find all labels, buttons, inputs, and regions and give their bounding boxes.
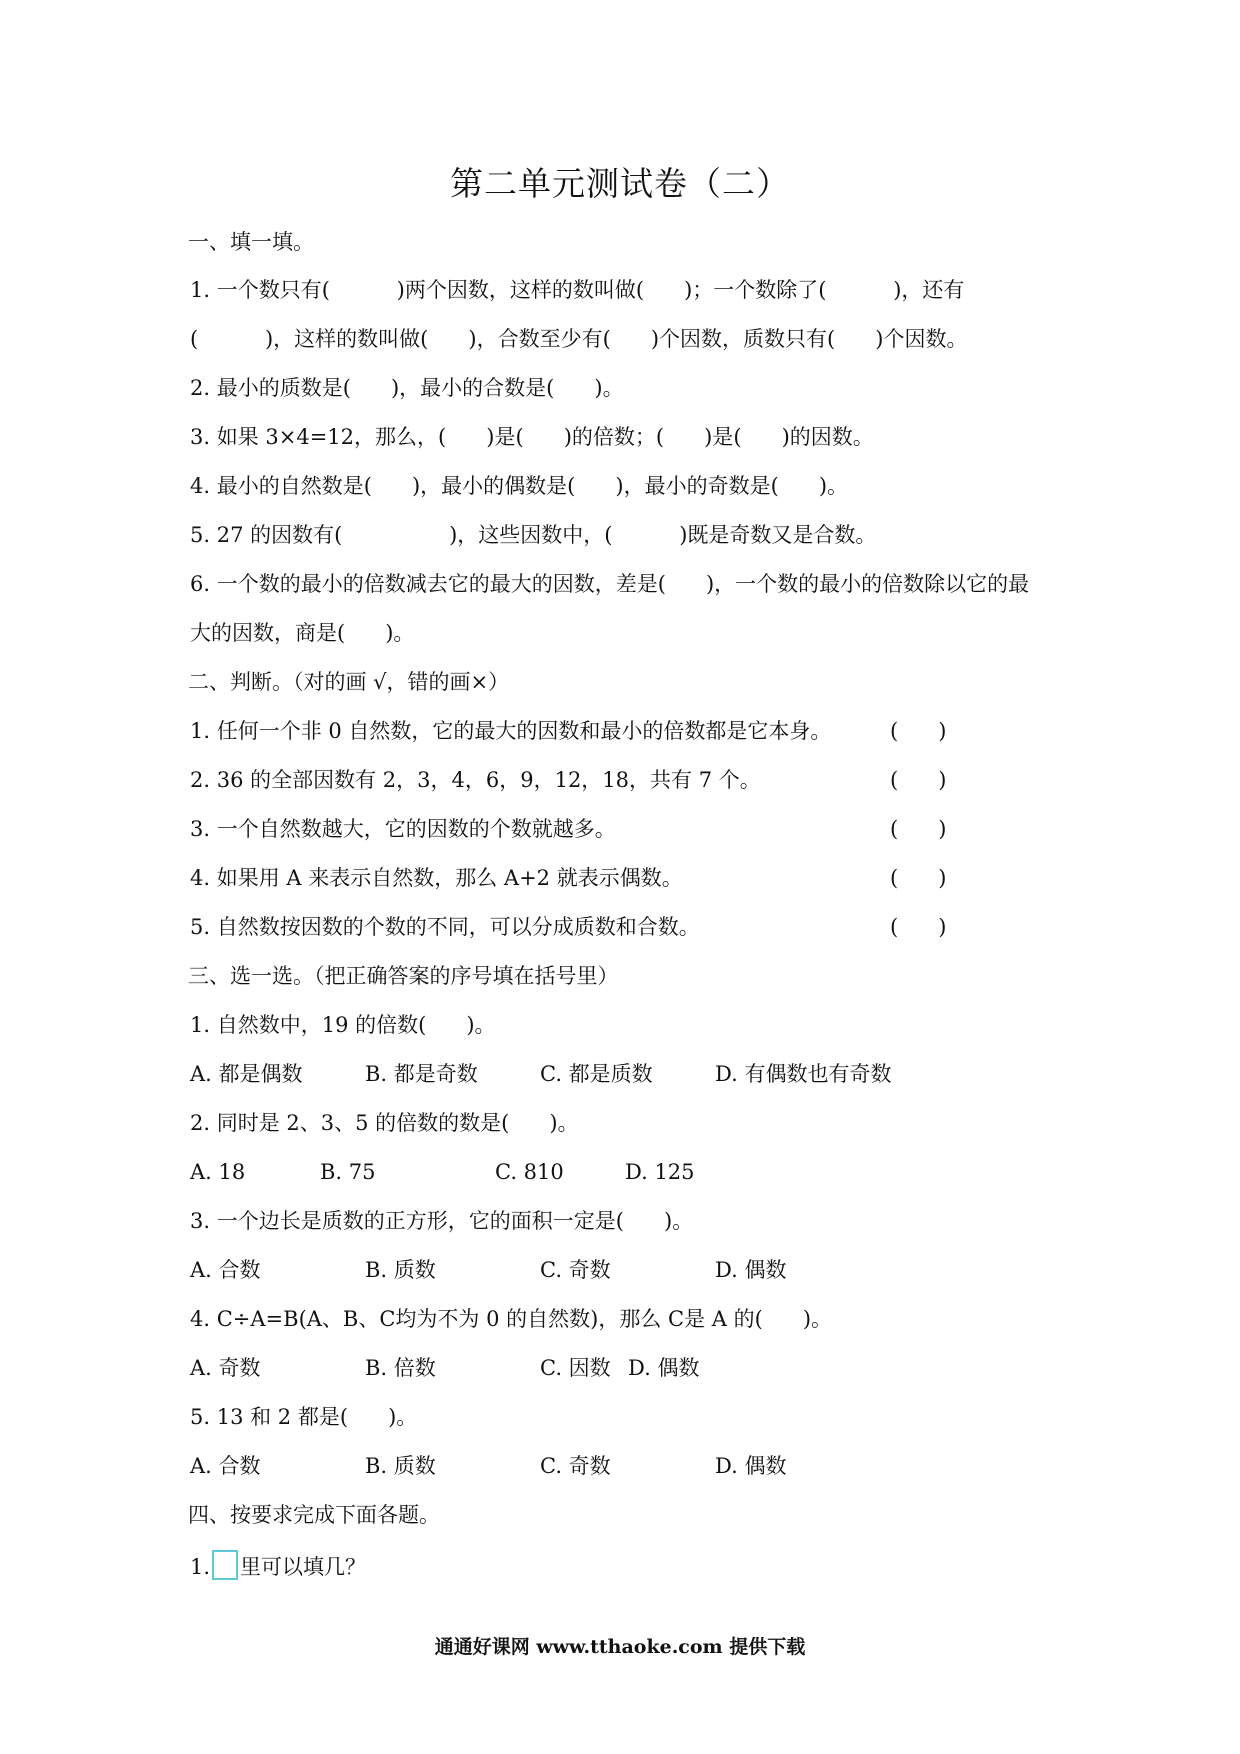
s3-q2-option-c: C. 810 bbox=[495, 1160, 564, 1184]
s3-q1-option-c: C. 都是质数 bbox=[540, 1062, 653, 1086]
s3-q3-option-c: C. 奇数 bbox=[540, 1258, 611, 1282]
blank-square-box[interactable] bbox=[212, 1550, 238, 1580]
s4-q1 bbox=[190, 1550, 366, 1578]
page-title: 第二单元测试卷（二） bbox=[450, 164, 790, 203]
s3-q4-option-d: D. 偶数 bbox=[628, 1356, 700, 1380]
s3-q3-option-b: B. 质数 bbox=[365, 1258, 436, 1282]
s1-q2: 2. 最小的质数是( )，最小的合数是( )。 bbox=[190, 376, 624, 400]
s3-q2: 2. 同时是 2、3、5 的倍数的数是( )。 bbox=[190, 1111, 579, 1135]
s2-bracket-2: ( ) bbox=[890, 768, 947, 792]
footer-credit: 通通好课网 www.tthaoke.com 提供下载 bbox=[434, 1636, 806, 1658]
s1-q1-line2: ( )，这样的数叫做( )，合数至少有( )个因数，质数只有( )个因数。 bbox=[190, 327, 968, 351]
s2-bracket-1: ( ) bbox=[890, 719, 947, 743]
s3-q5-option-d: D. 偶数 bbox=[715, 1454, 787, 1478]
s3-q1-option-d: D. 有偶数也有奇数 bbox=[715, 1062, 892, 1086]
section-3-heading: 三、选一选。（把正确答案的序号填在括号里） bbox=[188, 964, 619, 988]
s2-item-3: 3. 一个自然数越大，它的因数的个数就越多。 bbox=[190, 817, 616, 841]
s2-bracket-4: ( ) bbox=[890, 866, 947, 890]
s1-q4: 4. 最小的自然数是( )，最小的偶数是( )，最小的奇数是( )。 bbox=[190, 474, 849, 498]
s1-q6-line1: 6. 一个数的最小的倍数减去它的最大的因数，差是( )，一个数的最小的倍数除以它的最 bbox=[190, 572, 1030, 596]
s3-q2-option-b: B. 75 bbox=[320, 1160, 376, 1184]
s1-q5: 5. 27 的因数有( )，这些因数中，( )既是奇数又是合数。 bbox=[190, 523, 877, 547]
s3-q5-option-b: B. 质数 bbox=[365, 1454, 436, 1478]
section-4-heading: 四、按要求完成下面各题。 bbox=[188, 1503, 440, 1527]
s3-q4: 4. C÷A=B(A、B、C均为不为 0 的自然数)，那么 C是 A 的( )。 bbox=[190, 1307, 833, 1331]
s3-q3: 3. 一个边长是质数的正方形，它的面积一定是( )。 bbox=[190, 1209, 694, 1233]
section-2-heading: 二、判断。（对的画 √，错的画×） bbox=[188, 670, 510, 694]
s1-q1-line1: 1. 一个数只有( )两个因数，这样的数叫做( )；一个数除了( )，还有 bbox=[190, 278, 965, 302]
s3-q5-option-a: A. 合数 bbox=[190, 1454, 261, 1478]
s3-q2-option-d: D. 125 bbox=[625, 1160, 695, 1184]
s3-q1-option-b: B. 都是奇数 bbox=[365, 1062, 478, 1086]
s2-bracket-5: ( ) bbox=[890, 915, 947, 939]
s4-q1-text: 里可以填几？ bbox=[240, 1555, 367, 1579]
s2-bracket-3: ( ) bbox=[890, 817, 947, 841]
s3-q4-option-a: A. 奇数 bbox=[190, 1356, 261, 1380]
s2-item-5: 5. 自然数按因数的个数的不同，可以分成质数和合数。 bbox=[190, 915, 700, 939]
s4-q1-number: 1. bbox=[190, 1555, 211, 1579]
s2-item-1: 1. 任何一个非 0 自然数，它的最大的因数和最小的倍数都是它本身。 bbox=[190, 719, 832, 743]
s3-q5: 5. 13 和 2 都是( )。 bbox=[190, 1405, 418, 1429]
section-1-heading: 一、填一填。 bbox=[188, 230, 314, 254]
s3-q1-option-a: A. 都是偶数 bbox=[190, 1062, 303, 1086]
s3-q4-option-b: B. 倍数 bbox=[365, 1356, 436, 1380]
s1-q3: 3. 如果 3×4=12，那么，( )是( )的倍数；( )是( )的因数。 bbox=[190, 425, 874, 449]
s3-q3-option-a: A. 合数 bbox=[190, 1258, 261, 1282]
s3-q4-option-c: C. 因数 bbox=[540, 1356, 611, 1380]
s3-q3-option-d: D. 偶数 bbox=[715, 1258, 787, 1282]
s3-q5-option-c: C. 奇数 bbox=[540, 1454, 611, 1478]
s1-q6-line2: 大的因数，商是( )。 bbox=[190, 621, 415, 645]
s2-item-2: 2. 36 的全部因数有 2，3，4，6，9，12，18，共有 7 个。 bbox=[190, 768, 761, 792]
s3-q2-option-a: A. 18 bbox=[190, 1160, 246, 1184]
s3-q1: 1. 自然数中，19 的倍数( )。 bbox=[190, 1013, 496, 1037]
s2-item-4: 4. 如果用 A 来表示自然数，那么 A+2 就表示偶数。 bbox=[190, 866, 683, 890]
